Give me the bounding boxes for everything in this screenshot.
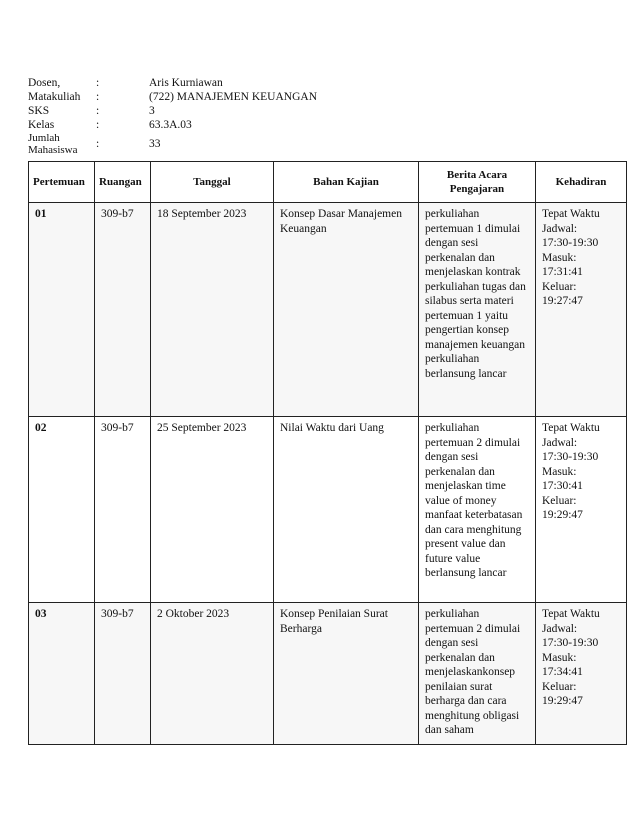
- cell-bahan-kajian: Konsep Penilaian Surat Berharga: [274, 603, 419, 745]
- kehadiran-keluar-label: Keluar:: [542, 494, 577, 507]
- info-label: Matakuliah: [28, 91, 81, 103]
- kehadiran-masuk: 17:30:41: [542, 480, 583, 492]
- info-value: 63.3A.03: [149, 119, 192, 131]
- course-info: [28, 76, 628, 156]
- table-header-row: [29, 162, 627, 203]
- info-value: 3: [149, 105, 155, 117]
- kehadiran-jadwal-label: Jadwal:: [542, 222, 578, 235]
- attendance-table: [28, 161, 627, 745]
- info-label: Jumlah Mahasiswa: [28, 132, 78, 156]
- table-row: [29, 203, 627, 417]
- info-value: 33: [149, 138, 161, 150]
- cell-bahan-kajian: Nilai Waktu dari Uang: [274, 417, 419, 603]
- cell-bahan-kajian: Konsep Dasar Manajemen Keuangan: [274, 203, 419, 417]
- header-berita-acara: Berita Acara Pengajaran: [419, 162, 536, 203]
- kehadiran-keluar: 19:29:47: [542, 695, 583, 707]
- info-label: SKS: [28, 105, 50, 117]
- info-value: (722) MANAJEMEN KEUANGAN: [149, 91, 318, 103]
- info-row-jumlah: [28, 132, 628, 156]
- kehadiran-jadwal: 17:30-19:30: [542, 451, 599, 463]
- kehadiran-masuk: 17:31:41: [542, 266, 583, 278]
- info-label: Kelas: [28, 119, 55, 131]
- cell-ruangan: 309-b7: [95, 203, 151, 417]
- info-colon: :: [96, 77, 100, 89]
- info-colon: :: [96, 91, 100, 103]
- info-row-dosen: [28, 76, 628, 90]
- cell-tanggal: 2 Oktober 2023: [151, 603, 274, 745]
- kehadiran-masuk-label: Masuk:: [542, 465, 577, 478]
- info-label: Dosen,: [28, 77, 61, 89]
- cell-pertemuan: 02: [29, 417, 95, 603]
- info-colon: :: [96, 138, 100, 150]
- cell-berita-acara: perkuliahan pertemuan 2 dimulai dengan sesi perkenalan dan menjelaskan time value of money manfaat keterbatasan dan cara menghitung present value dan future value berlansung lancar: [419, 417, 536, 603]
- cell-tanggal: 18 September 2023: [151, 203, 274, 417]
- info-row-sks: [28, 104, 628, 118]
- kehadiran-masuk: 17:34:41: [542, 666, 583, 678]
- table-row: [29, 417, 627, 603]
- kehadiran-jadwal: 17:30-19:30: [542, 237, 599, 249]
- kehadiran-keluar: 19:29:47: [542, 509, 583, 521]
- header-kehadiran: Kehadiran: [536, 162, 627, 203]
- kehadiran-keluar-label: Keluar:: [542, 680, 577, 693]
- table-row: [29, 603, 627, 745]
- info-colon: :: [96, 119, 100, 131]
- kehadiran-masuk-label: Masuk:: [542, 251, 577, 264]
- cell-kehadiran: [536, 603, 627, 745]
- kehadiran-status: Tepat Waktu: [542, 208, 600, 220]
- cell-berita-acara: perkuliahan pertemuan 1 dimulai dengan sesi perkenalan dan menjelaskan kontrak perkuliahan tugas dan silabus serta materi pertemuan 1 yaitu pengertian konsep manajemen keuangan perkuliahan berlansung lancar: [419, 203, 536, 417]
- kehadiran-jadwal-label: Jadwal:: [542, 436, 578, 449]
- kehadiran-masuk-label: Masuk:: [542, 651, 577, 664]
- cell-tanggal: 25 September 2023: [151, 417, 274, 603]
- header-pertemuan: Pertemuan: [29, 162, 95, 203]
- header-bahan-kajian: Bahan Kajian: [274, 162, 419, 203]
- info-row-kelas: [28, 118, 628, 132]
- cell-ruangan: 309-b7: [95, 417, 151, 603]
- header-tanggal: Tanggal: [151, 162, 274, 203]
- kehadiran-jadwal: 17:30-19:30: [542, 637, 599, 649]
- cell-berita-acara: perkuliahan pertemuan 2 dimulai dengan sesi perkenalan dan menjelaskankonsep penilaian surat berharga dan cara menghitung obligasi dan saham: [419, 603, 536, 745]
- info-value: Aris Kurniawan: [149, 77, 223, 89]
- kehadiran-status: Tepat Waktu: [542, 422, 600, 434]
- cell-pertemuan: 03: [29, 603, 95, 745]
- kehadiran-keluar-label: Keluar:: [542, 280, 577, 293]
- cell-ruangan: 309-b7: [95, 603, 151, 745]
- kehadiran-jadwal-label: Jadwal:: [542, 622, 578, 635]
- kehadiran-status: Tepat Waktu: [542, 608, 600, 620]
- info-row-matakuliah: [28, 90, 628, 104]
- header-ruangan: Ruangan: [95, 162, 151, 203]
- kehadiran-keluar: 19:27:47: [542, 295, 583, 307]
- cell-pertemuan: 01: [29, 203, 95, 417]
- cell-kehadiran: [536, 417, 627, 603]
- info-colon: :: [96, 105, 100, 117]
- cell-kehadiran: [536, 203, 627, 417]
